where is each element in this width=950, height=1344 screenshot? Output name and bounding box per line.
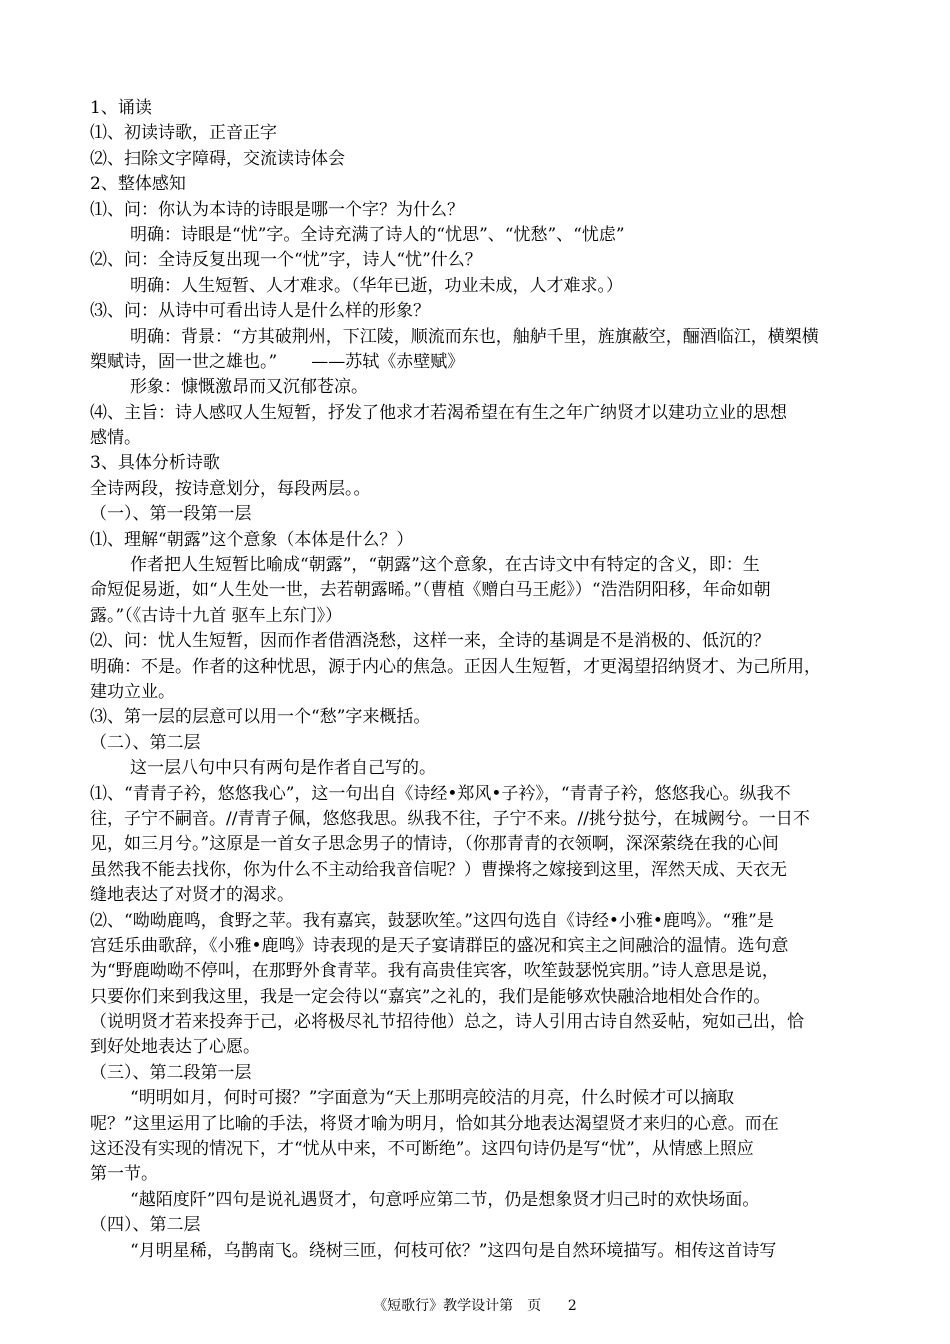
document-body [90, 96, 862, 1264]
text-line: 见，如三月兮。”这原是一首女子思念男子的情诗，（你那青青的衣领啊，深深萦绕在我的心间 [90, 834, 779, 855]
text-line: 这还没有实现的情况下，才“忧从中来，不可断绝”。这四句诗仍是写“忧”，从情感上照应 [90, 1139, 754, 1160]
text-line: 建功立业。 [90, 681, 175, 702]
text-line: ⑶、问：从诗中可看出诗人是什么样的形象？ [90, 301, 430, 322]
text-line: ⑴、初读诗歌，正音正字 [90, 123, 277, 144]
text-line: ⑶、第一层的层意可以用一个“愁”字来概括。 [90, 707, 431, 728]
text-line: 命短促易逝，如“人生处一世，去若朝露晞。”（曹植《赠白马王彪》）“浩浩阴阳移，年命如朝 [90, 580, 771, 601]
text-line: “明明如月，何时可掇？”字面意为“天上那明亮皎洁的月亮，什么时候才可以摘取 [130, 1088, 735, 1109]
text-line: 2、整体感知 [90, 174, 186, 195]
text-line: （四）、第二层 [90, 1215, 201, 1236]
footer-title: 《短歌行》教学设计第 页 [373, 1298, 542, 1314]
text-line: 为“野鹿呦呦不停叫，在那野外食青苹。我有高贵佳宾客，吹笙鼓瑟悦宾朋。”诗人意思是说， [90, 961, 779, 982]
text-line: ⑵、问：全诗反复出现一个“忧”字，诗人“忧”什么？ [90, 250, 482, 271]
text-line: 露。”（《古诗十九首 驱车上东门》） [90, 605, 343, 626]
text-line: ⑴、“青青子衿，悠悠我心”，这一句出自《诗经•郑风•子衿》，“青青子衿，悠悠我心。纵我不 [90, 783, 791, 804]
text-line: （一）、第一段第一层 [90, 504, 252, 525]
text-line: ⑵、扫除文字障碍，交流读诗体会 [90, 148, 345, 169]
text-line: 作者把人生短暂比喻成“朝露”，“朝露”这个意象，在古诗文中有特定的含义，即：生 [130, 555, 760, 576]
page-footer [0, 1296, 950, 1316]
text-line: （三）、第二段第一层 [90, 1062, 252, 1083]
text-line: 宫廷乐曲歌辞，《小雅•鹿鸣》诗表现的是天子宴请群臣的盛况和宾主之间融洽的温情。选句意 [90, 935, 789, 956]
text-line: 槊赋诗，固一世之雄也。” ——苏轼《赤壁赋》 [90, 351, 465, 372]
text-line: ⑵、问：忧人生短暂，因而作者借酒浇愁，这样一来，全诗的基调是不是消极的、低沉的？ [90, 631, 770, 652]
text-line: “月明星稀，乌鹊南飞。绕树三匝，何枝可依？”这四句是自然环境描写。相传这首诗写 [130, 1240, 777, 1261]
text-line: （说明贤才若来投奔于己，必将极尽礼节招待他）总之，诗人引用古诗自然妥帖，宛如己出，恰 [90, 1012, 804, 1033]
text-line: ⑴、问：你认为本诗的诗眼是哪一个字？为什么？ [90, 199, 464, 220]
text-line: 明确：背景：“方其破荆州，下江陵，顺流而东也，舳舻千里，旌旗蔽空，酾酒临江，横槊横 [130, 326, 819, 347]
text-line: ⑷、主旨：诗人感叹人生短暂，抒发了他求才若渴希望在有生之年广纳贤才以建功立业的思想 [90, 402, 787, 423]
text-line: 虽然我不能去找你，你为什么不主动给我音信呢？）曹操将之嫁接到这里，浑然天成、天衣无 [90, 859, 787, 880]
text-line: 只要你们来到我这里，我是一定会待以“嘉宾”之礼的，我们是能够欢快融洽地相处合作的。 [90, 986, 771, 1007]
text-line: “越陌度阡”四句是说礼遇贤才，句意呼应第二节，仍是想象贤才归己时的欢快场面。 [130, 1189, 760, 1210]
text-line: ⑴、理解“朝露”这个意象（本体是什么？） [90, 529, 414, 550]
text-line: 感情。 [90, 428, 141, 449]
footer-page-number: 2 [567, 1298, 577, 1314]
text-line: 明确：诗眼是“忧”字。全诗充满了诗人的“忧思”、“忧愁”、“忧虑” [130, 224, 625, 245]
text-line: （二）、第二层 [90, 732, 201, 753]
text-line: 呢？”这里运用了比喻的手法，将贤才喻为明月，恰如其分地表达渴望贤才来归的心意。而在 [90, 1113, 779, 1134]
text-line: 第一节。 [90, 1164, 158, 1185]
text-line: 形象：慷慨激昂而又沉郁苍凉。 [130, 377, 368, 398]
text-line: 往，子宁不嗣音。//青青子佩，悠悠我思。纵我不往，子宁不来。//挑兮挞兮，在城阙兮。一日不 [90, 808, 810, 829]
text-line: 1、诵读 [90, 98, 152, 118]
text-line: 3、具体分析诗歌 [90, 453, 220, 474]
text-line: 到好处地表达了心愿。 [90, 1037, 260, 1058]
text-line: 缝地表达了对贤才的渴求。 [90, 885, 294, 906]
text-line: ⑵、“呦呦鹿鸣，食野之苹。我有嘉宾，鼓瑟吹笙。”这四句选自《诗经•小雅•鹿鸣》。“雅”是 [90, 910, 774, 931]
text-line: 全诗两段，按诗意划分，每段两层。。 [90, 478, 371, 499]
text-line: 明确：不是。作者的这种忧思，源于内心的焦急。正因人生短暂，才更渴望招纳贤才、为己所用， [90, 656, 821, 677]
text-line: 这一层八句中只有两句是作者自己写的。 [130, 758, 436, 779]
text-line: 明确：人生短暂、人才难求。（华年已逝，功业未成，人才难求。） [130, 275, 623, 296]
